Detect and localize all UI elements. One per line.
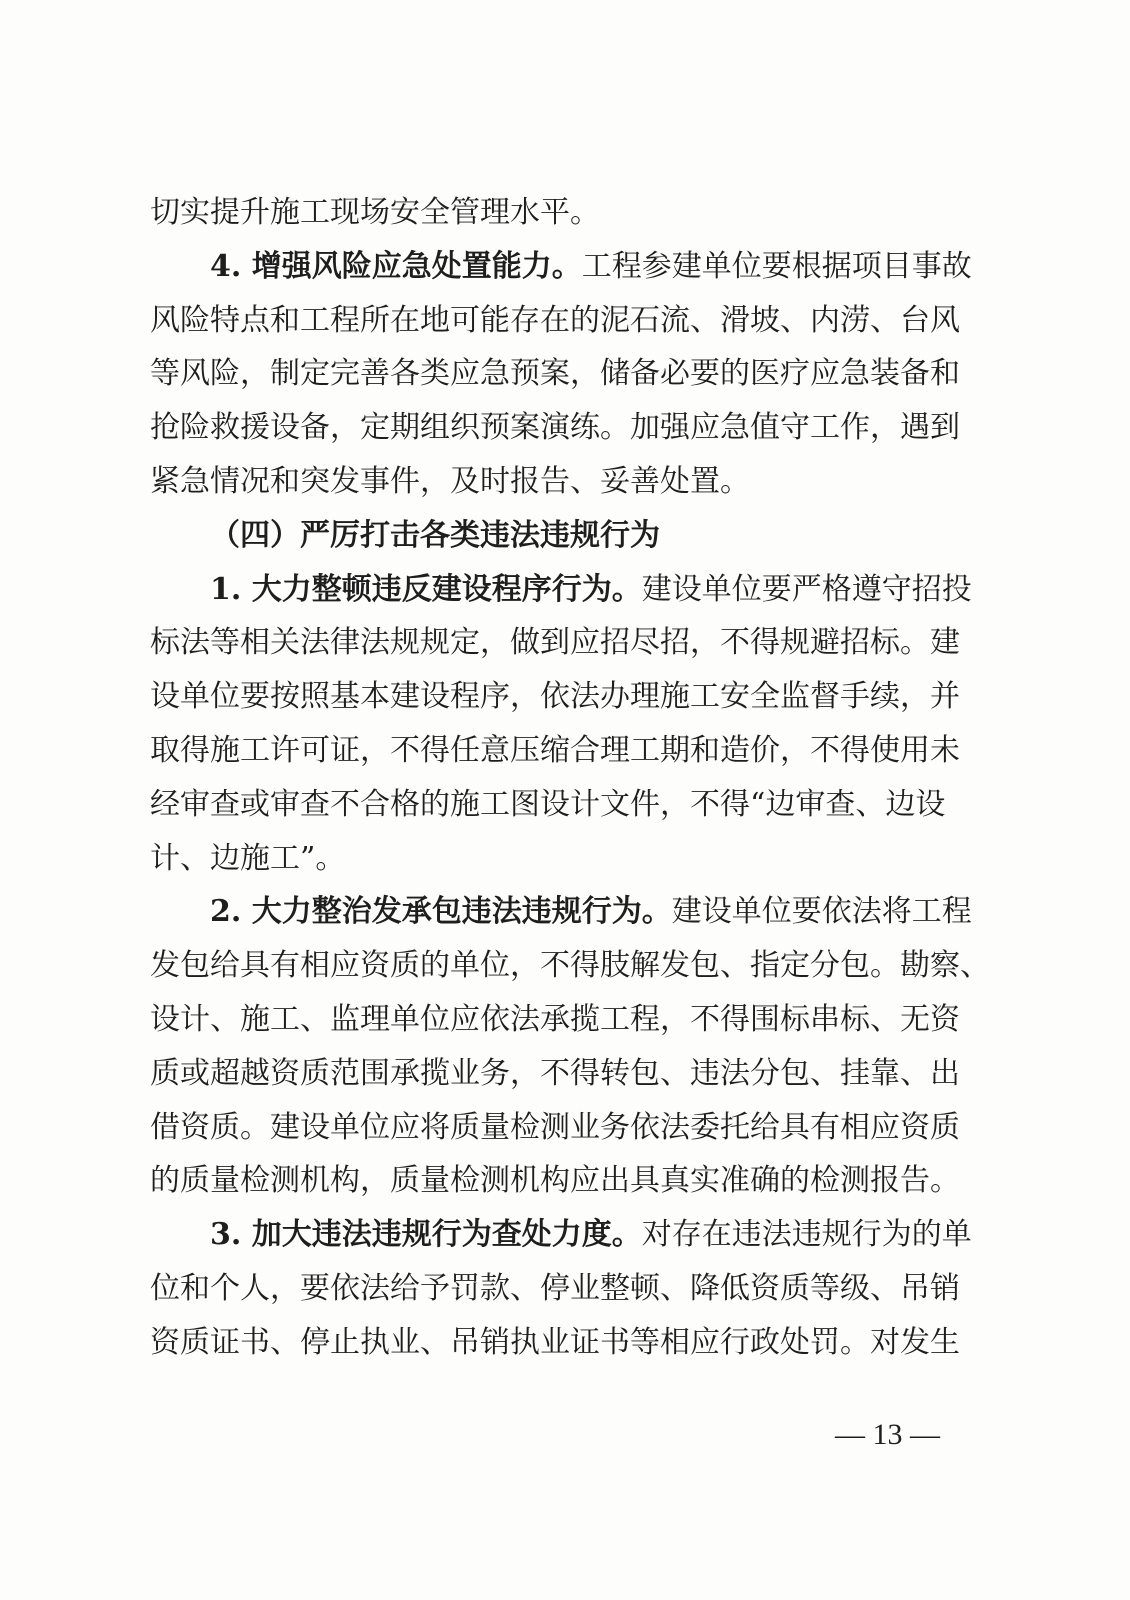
text-line: 质或超越资质范围承揽业务，不得转包、违法分包、挂靠、出 xyxy=(150,1055,960,1091)
text-line: 紧急情况和突发事件，及时报告、妥善处置。 xyxy=(150,463,750,499)
text-line: 设单位要按照基本建设程序，依法办理施工安全监督手续，并 xyxy=(150,679,960,715)
item-lead: 1. 大力整顿违反建设程序行为。 xyxy=(210,571,642,607)
document-body xyxy=(150,186,990,1370)
text-line: 经审查或审查不合格的施工图设计文件，不得“边审查、边设 xyxy=(150,786,946,822)
section-heading: （四）严厉打击各类违法违规行为 xyxy=(210,517,660,553)
text-line: 抢险救援设备，定期组织预案演练。加强应急值守工作，遇到 xyxy=(150,410,960,446)
page-number: — 13 — xyxy=(835,1418,940,1451)
text-line: 借资质。建设单位应将质量检测业务依法委托给具有相应资质 xyxy=(150,1109,960,1145)
text-line: 等风险，制定完善各类应急预案，储备必要的医疗应急装备和 xyxy=(150,356,960,392)
paragraph-start: 3. 加大违法违规行为查处力度。对存在违法违规行为的单 xyxy=(210,1217,972,1253)
text-line: 资质证书、停止执业、吊销执业证书等相应行政处罚。对发生 xyxy=(150,1324,960,1360)
item-lead: 4. 增强风险应急处置能力。 xyxy=(210,248,582,284)
text-line: 标法等相关法律法规规定，做到应招尽招，不得规避招标。建 xyxy=(150,625,960,661)
paragraph-start: 1. 大力整顿违反建设程序行为。建设单位要严格遵守招投 xyxy=(210,571,972,607)
paragraph-start: 2. 大力整治发承包违法违规行为。建设单位要依法将工程 xyxy=(210,894,972,930)
text-line: 取得施工许可证，不得任意压缩合理工期和造价，不得使用未 xyxy=(150,732,960,768)
text-line: 发包给具有相应资质的单位，不得肢解发包、指定分包。勘察、 xyxy=(150,948,990,984)
text-line: 切实提升施工现场安全管理水平。 xyxy=(150,195,600,230)
item-lead: 3. 加大违法违规行为查处力度。 xyxy=(210,1217,642,1253)
item-lead: 2. 大力整治发承包违法违规行为。 xyxy=(210,894,672,930)
text-line: 的质量检测机构，质量检测机构应出具真实准确的检测报告。 xyxy=(150,1163,960,1199)
text-line: 位和个人，要依法给予罚款、停业整顿、降低资质等级、吊销 xyxy=(150,1270,960,1306)
text-line: 风险特点和工程所在地可能存在的泥石流、滑坡、内涝、台风 xyxy=(150,302,960,338)
paragraph-start: 4. 增强风险应急处置能力。工程参建单位要根据项目事故 xyxy=(210,248,972,284)
text-line: 计、边施工”。 xyxy=(150,840,346,876)
text-line: 设计、施工、监理单位应依法承揽工程，不得围标串标、无资 xyxy=(150,1001,960,1037)
